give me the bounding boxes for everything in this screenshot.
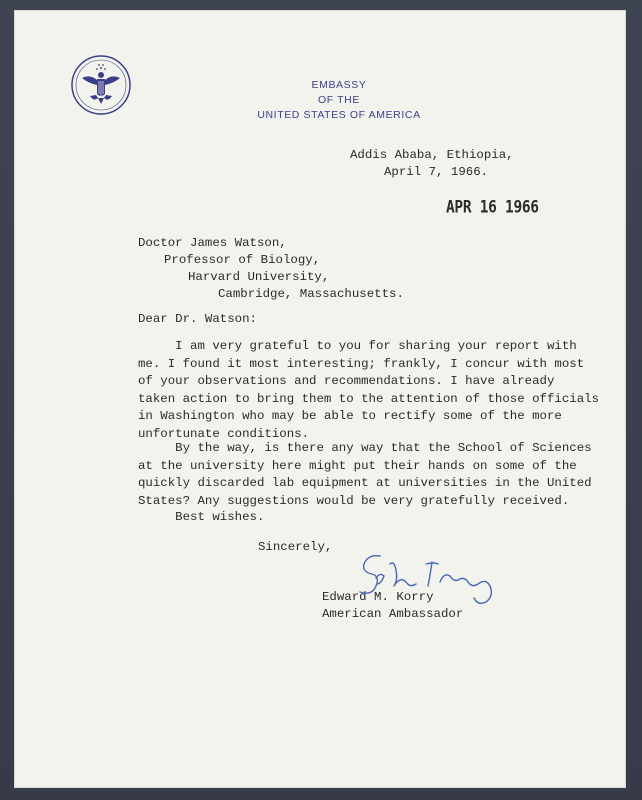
great-seal-icon xyxy=(70,54,132,116)
recipient-title: Professor of Biology, xyxy=(164,253,321,267)
letterhead-line-1: EMBASSY xyxy=(311,79,367,91)
closing: Sincerely, xyxy=(258,540,333,554)
recipient-name: Doctor James Watson, xyxy=(138,236,287,250)
received-date-stamp: APR 16 1966 xyxy=(446,198,539,218)
paragraph-1-line: unfortunate conditions. xyxy=(138,426,310,441)
paragraph-1-line: of your observations and recommendations. I have already xyxy=(138,374,555,388)
paragraph-2-line: States? Any suggestions would be very gratefully received. xyxy=(138,493,570,508)
signer-name: Edward M. Korry xyxy=(322,590,434,604)
body-paragraph-1 xyxy=(138,338,600,443)
place-line: Addis Ababa, Ethiopia, xyxy=(350,148,514,162)
letterhead-line-2: OF THE xyxy=(318,94,360,106)
letter-page xyxy=(14,10,626,788)
paragraph-2-line: at the university here might put their hands on some of the xyxy=(138,458,577,473)
letterhead-line-3: UNITED STATES OF AMERICA xyxy=(257,109,421,121)
best-wishes: Best wishes. xyxy=(138,510,265,524)
paragraph-2-line: quickly discarded lab equipment at universities in the United xyxy=(138,476,592,490)
handwritten-signature xyxy=(354,546,504,616)
paragraph-1-line: me. I found it most interesting; frankly, I concur with most xyxy=(138,356,585,371)
date-line: April 7, 1966. xyxy=(384,165,489,179)
body-paragraph-2 xyxy=(138,440,592,510)
recipient-institution: Harvard University, xyxy=(188,270,330,284)
paragraph-1-line: I am very grateful to you for sharing your report with xyxy=(138,339,577,353)
paragraph-2-line: By the way, is there any way that the School of Sciences xyxy=(138,441,592,455)
recipient-city: Cambridge, Massachusetts. xyxy=(218,287,404,301)
paragraph-1-line: taken action to bring them to the attention of those officials xyxy=(138,391,600,406)
salutation: Dear Dr. Watson: xyxy=(138,312,257,326)
paragraph-1-line: in Washington who may be able to rectify some of the more xyxy=(138,409,562,423)
signer-title: American Ambassador xyxy=(322,607,464,621)
letterhead xyxy=(244,78,434,123)
